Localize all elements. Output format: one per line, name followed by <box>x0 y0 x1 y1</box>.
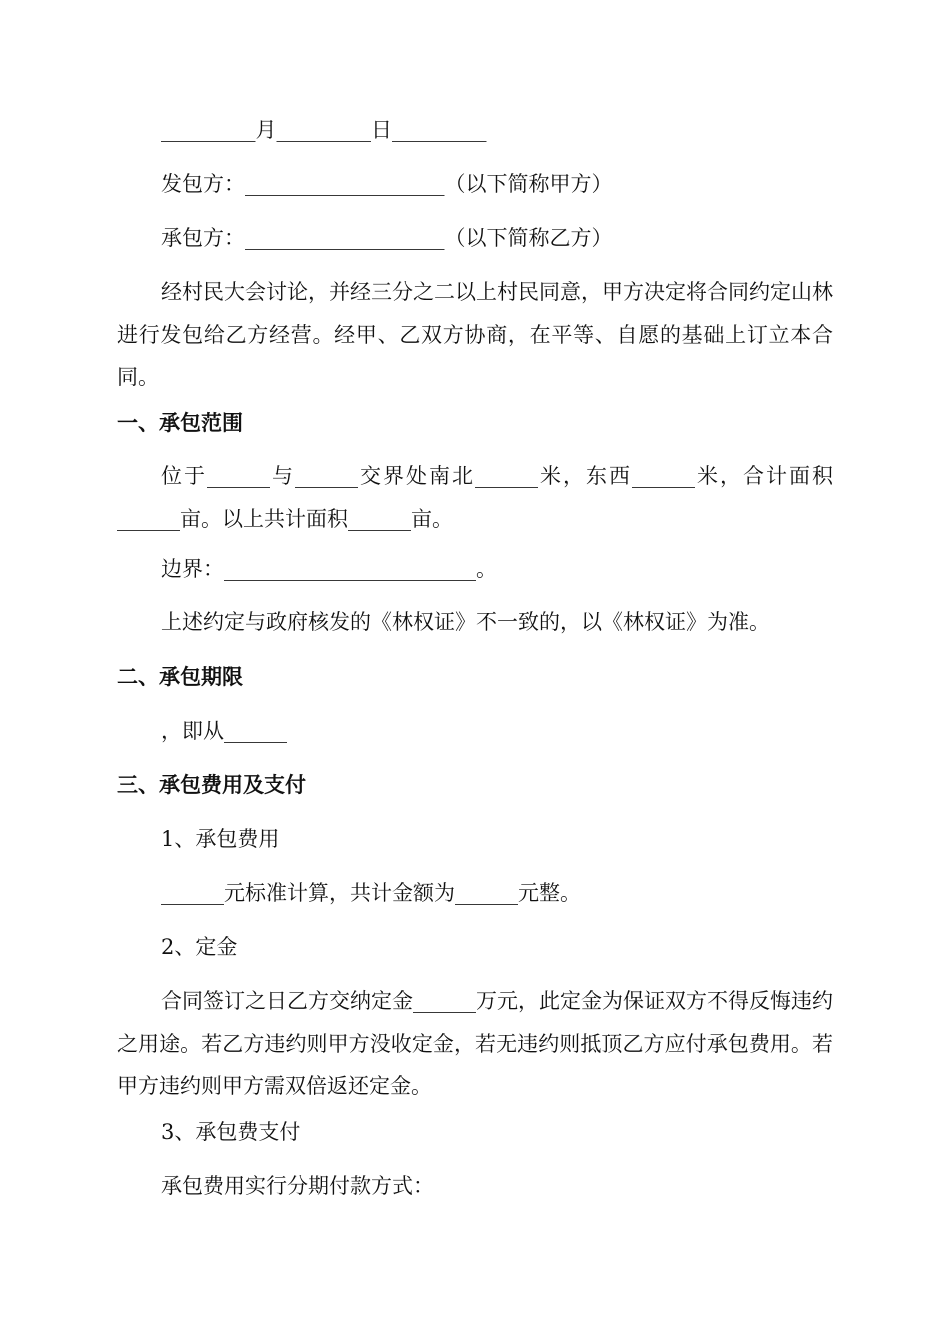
sub1-heading: 1、承包费用 <box>161 827 280 851</box>
sub1-text: ______元标准计算，共计金额为______元整。 <box>161 881 581 905</box>
sub3-heading: 3、承包费支付 <box>161 1120 301 1144</box>
issuer-line: 发包方：___________________（以下简称甲方） <box>161 172 613 196</box>
section1-heading: 一、承包范围 <box>117 410 243 435</box>
date-line: _________月_________日_________ <box>161 118 487 142</box>
intro-paragraph: 经村民大会讨论，并经三分之二以上村民同意，甲方决定将合同约定山林进行发包给乙方经营。经甲、乙双方协商，在平等、自愿的基础上订立本合同。 <box>117 280 833 389</box>
section2-heading: 二、承包期限 <box>117 664 243 689</box>
sub2-heading: 2、定金 <box>161 935 238 959</box>
certificate-note: 上述约定与政府核发的《林权证》不一致的，以《林权证》为准。 <box>161 610 770 634</box>
location-paragraph: 位于______与______交界处南北______米，东西______米，合计面积______亩。以上共计面积______亩。 <box>117 464 833 531</box>
term-line: ，即从______ <box>161 719 287 743</box>
sub3-text: 承包费用实行分期付款方式： <box>161 1174 434 1198</box>
section3-heading: 三、承包费用及支付 <box>117 772 306 797</box>
contractor-line: 承包方：___________________（以下简称乙方） <box>161 226 613 250</box>
sub2-text: 合同签订之日乙方交纳定金______万元，此定金为保证双方不得反悔违约之用途。若乙方违约则甲方没收定金，若无违约则抵顶乙方应付承包费用。若甲方违约则甲方需双倍返还定金。 <box>117 989 833 1098</box>
boundary-line: 边界：________________________。 <box>161 557 497 581</box>
